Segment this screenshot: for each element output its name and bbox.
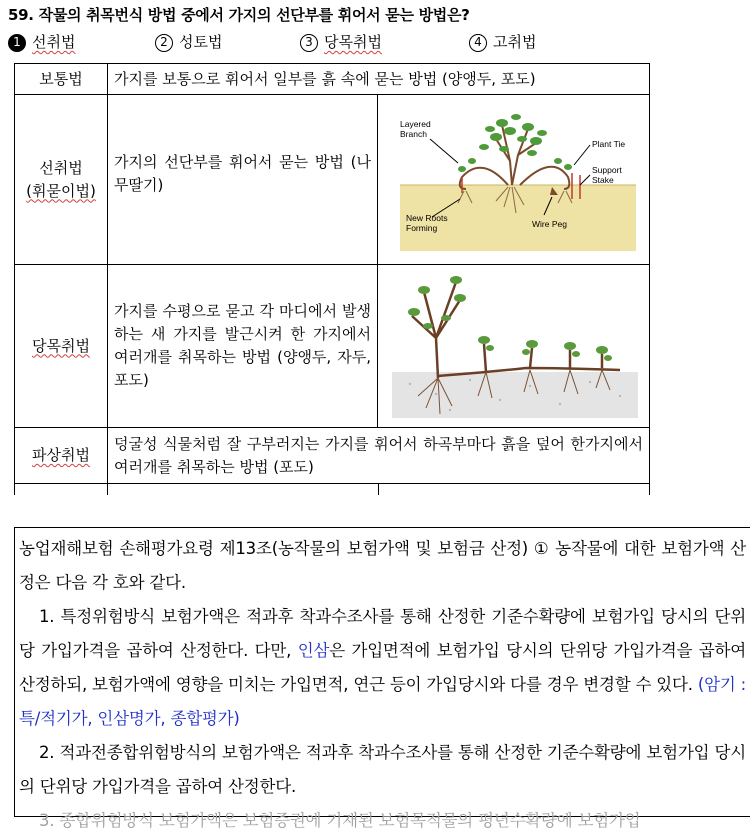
label-support: Support: [591, 164, 622, 175]
note-item-2: 2. 적과전종합위험방식의 보험가액은 적과후 착과수조사를 통해 산정한 기준수확량에 보험가입 당시의 단위당 가입가격을 곱하여 산정한다.: [19, 743, 746, 796]
option-2[interactable]: [155, 31, 222, 52]
method-description: 가지의 선단부를 휘어서 묻는 방법 (나무딸기): [108, 95, 378, 265]
table-row: [15, 265, 650, 428]
layering-methods-table: [14, 63, 650, 484]
method-name: 보통법: [15, 64, 108, 95]
note-item-3: 3. 종합위험방식 보험가액은 보험증권에 기재된 보험목적물의 평년수확량에 보험가입: [39, 811, 641, 830]
option-4-label: 고취법: [493, 33, 537, 51]
method-name-line2: (휘묻이법): [26, 181, 96, 200]
method-name: 파상취법: [15, 428, 108, 484]
table-row: [15, 428, 650, 484]
method-description: 가지를 수평으로 묻고 각 마디에서 발생하는 새 가지를 발근시켜 한 가지에서 여러개를 취목하는 방법 (양앵두, 자두, 포도): [108, 265, 378, 428]
question-text: 작물의 취목번식 방법 중에서 가지의 선단부를 휘어서 묻는 방법은?: [38, 6, 470, 24]
label-layered: Layered: [399, 118, 431, 129]
tip-layering-illustration: [392, 103, 636, 253]
label-new-roots: New Roots: [405, 212, 448, 223]
option-1-number: 1: [8, 34, 26, 52]
continuous-layering-figure-cell: [378, 265, 650, 428]
label-wire-peg: Wire Peg: [531, 218, 567, 229]
label-branch: Branch: [399, 128, 427, 139]
tip-layering-figure-cell: [378, 95, 650, 265]
method-name: 당목취법: [15, 265, 108, 428]
note-item-1-main: 1. 특정위험방식 보험가액은 적과후 착과수조사를 통해 산정한 기준수확량에 보험가입 당시의 단위당 가입가격을 곱하여 산정한다. 다만,: [19, 607, 746, 660]
option-4[interactable]: [469, 31, 536, 52]
option-2-number: 2: [155, 34, 173, 52]
option-4-number: 4: [469, 34, 487, 52]
label-forming: Forming: [405, 222, 437, 233]
table-continuation-lines: [14, 483, 650, 495]
method-description: 덩굴성 식물처럼 잘 구부러지는 가지를 휘어서 하곡부마다 흙을 덮어 한가지에서 여러개를 취목하는 방법 (포도): [108, 428, 650, 484]
table-row: [15, 64, 650, 95]
note-intro: 농업재해보험 손해평가요령 제13조(농작물의 보험가액 및 보험금 산정) ① 농작물에 대한 보험가액 산정은 다음 각 호와 같다.: [19, 539, 746, 592]
method-name: [15, 95, 108, 265]
note-item-1: [19, 600, 746, 736]
note-item-1-rest: 은 가입면적에 보험가입 당시의 단위당 가입가격을 곱하여 산정하되, 보험가액에 영향을 미치는 가입면적, 연근 등이 가입당시와 다를 경우 변경할 수 있다.: [19, 641, 746, 694]
table-row: [15, 95, 650, 265]
label-stake: Stake: [591, 174, 614, 185]
regulation-note-box: [14, 527, 750, 830]
method-description: 가지를 보통으로 휘어서 일부를 흙 속에 묻는 방법 (양앵두, 포도): [108, 64, 650, 95]
note-item-1-mnemonic: (암기 : 특/적기가, 인삼명가, 종합평가): [19, 675, 746, 728]
question-title: [8, 4, 470, 25]
continuous-layering-illustration: [390, 268, 638, 420]
method-name-line1: 선취법: [39, 158, 83, 177]
option-1-label: 선취법: [32, 33, 76, 51]
question-number: 59.: [8, 6, 34, 24]
option-3-number: 3: [300, 34, 318, 52]
option-3[interactable]: [300, 31, 382, 52]
option-2-label: 성토법: [179, 33, 223, 51]
option-1[interactable]: [8, 31, 75, 52]
note-item-1-highlight: 인삼: [297, 641, 330, 660]
label-plant-tie: Plant Tie: [591, 138, 625, 149]
option-3-label: 당목취법: [324, 33, 382, 51]
